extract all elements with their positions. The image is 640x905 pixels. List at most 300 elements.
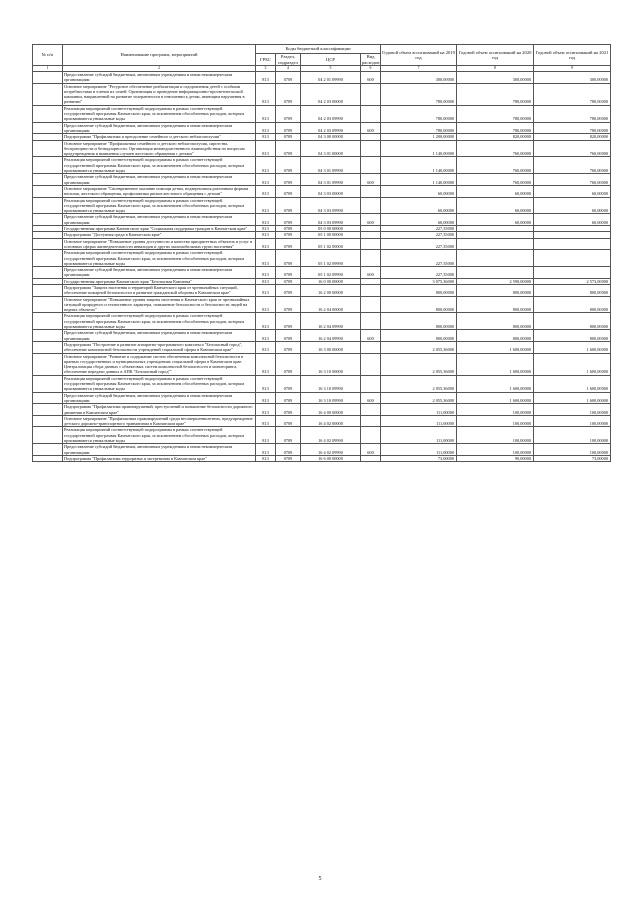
row-section: 0709 — [276, 214, 301, 226]
row-amount-2021: 800,00000 — [534, 284, 611, 296]
row-amount-2021: 100,00000 — [534, 444, 611, 456]
row-csr: 04 3 01 09990 — [301, 174, 361, 186]
row-name: Подпрограмма "Построение и развитие аппаратно-программного комплекса "Безопасный город", обеспечение комплексной безопасности учреждений социальной сферы в Камчатском крае" — [63, 341, 256, 353]
row-name: Реализация мероприятий соответствующей подпрограммы в рамках соответствующей государственной программы Камчатского края, за исключением обособленных расходов, которым присваиваются уникальные коды — [63, 375, 256, 392]
row-name: Реализация мероприятий соответствующей подпрограммы в рамках соответствующей государственной программы Камчатского края, за исключением обособленных расходов, которым присваиваются уникальные коды — [63, 313, 256, 330]
row-section: 0709 — [276, 455, 301, 461]
row-amount-2020: 1 600,00000 — [457, 353, 534, 375]
row-number — [33, 404, 63, 416]
row-name: Основное мероприятие "Своевременное оказание помощи детям, подвергшимся различным формам насилия, жестокого обращения, профилактика рисков жестокого обращения с детьми" — [63, 185, 256, 197]
row-vr — [361, 313, 381, 330]
row-amount-2020: 100,00000 — [457, 404, 534, 416]
row-name: Реализация мероприятий соответствующей подпрограммы в рамках соответствующей государственной программы Камчатского края, за исключением обособленных расходов, которым присваиваются уникальные коды — [63, 427, 256, 444]
row-section: 0709 — [276, 157, 301, 174]
row-amount-2019: 111,00000 — [381, 444, 457, 456]
row-csr: 16 3 10 00000 — [301, 353, 361, 375]
row-amount-2020: 1 600,00000 — [457, 392, 534, 404]
row-csr: 16 0 00 00000 — [301, 278, 361, 284]
row-amount-2019: 2 055,36000 — [381, 353, 457, 375]
row-csr: 04 3 03 00000 — [301, 185, 361, 197]
row-amount-2019: 800,00000 — [381, 330, 457, 342]
column-number: 7 — [381, 66, 457, 72]
row-grbs: 813 — [256, 392, 276, 404]
row-name: Основное мероприятие "Повышение уровня доступности и качества приоритетных объектов и услуг в основных сферах жизнедеятельности инвалидов и других маломобильных групп населения" — [63, 238, 256, 250]
row-amount-2019: 1 140,00000 — [381, 174, 457, 186]
row-amount-2019: 111,00000 — [381, 415, 457, 427]
table-row — [33, 375, 611, 392]
row-number — [33, 140, 63, 157]
row-amount-2021: 100,00000 — [534, 427, 611, 444]
table-row — [33, 250, 611, 267]
header-number: № п/п — [33, 45, 63, 66]
row-csr: 05 1 00 00000 — [301, 232, 361, 238]
row-grbs: 813 — [256, 214, 276, 226]
row-amount-2020 — [457, 238, 534, 250]
row-number — [33, 214, 63, 226]
row-amount-2020: 90,00000 — [457, 455, 534, 461]
row-amount-2019: 60,00000 — [381, 185, 457, 197]
table-row — [33, 313, 611, 330]
row-grbs: 813 — [256, 341, 276, 353]
row-number — [33, 455, 63, 461]
row-grbs: 813 — [256, 267, 276, 279]
table-row — [33, 330, 611, 342]
table-row — [33, 392, 611, 404]
row-csr: 16 2 00 00000 — [301, 284, 361, 296]
row-amount-2019: 227,35000 — [381, 250, 457, 267]
row-section: 0709 — [276, 174, 301, 186]
row-csr: 16 2 04 09990 — [301, 313, 361, 330]
row-vr: 600 — [361, 444, 381, 456]
row-name: Предоставление субсидий бюджетным, автономным учреждениям и иным некоммерческим организациям — [63, 174, 256, 186]
header-csr: ЦСР — [301, 54, 361, 66]
row-csr: 16 3 10 09990 — [301, 375, 361, 392]
row-name: Подпрограмма "Профилактика и преодоление семейного и детского неблагополучия" — [63, 134, 256, 140]
table-row — [33, 296, 611, 313]
table-row — [33, 157, 611, 174]
row-csr: 05 0 00 00000 — [301, 226, 361, 232]
column-number: 3 — [256, 66, 276, 72]
row-amount-2019: 227,35000 — [381, 232, 457, 238]
column-number: 9 — [534, 66, 611, 72]
row-grbs: 813 — [256, 174, 276, 186]
row-amount-2019: 2 055,36000 — [381, 375, 457, 392]
row-amount-2020: 780,00000 — [457, 83, 534, 105]
table-row — [33, 341, 611, 353]
row-grbs: 813 — [256, 197, 276, 214]
row-grbs: 813 — [256, 157, 276, 174]
table-row — [33, 278, 611, 284]
row-amount-2020: 100,00000 — [457, 427, 534, 444]
row-name: Основное мероприятие "Ресурсное обеспечение реабилитации и оздоровления детей с особыми потребностями и членов их семей. Организация и проведение информационно-просветительской кампании, направленной на развитие толерантности в отношении к детям, имеющим нарушения в развитии" — [63, 83, 256, 105]
row-amount-2020: 760,00000 — [457, 140, 534, 157]
row-grbs: 813 — [256, 427, 276, 444]
row-amount-2019: 780,00000 — [381, 122, 457, 134]
row-amount-2019: 300,00000 — [381, 72, 457, 84]
row-vr — [361, 83, 381, 105]
row-name: Предоставление субсидий бюджетным, автономным учреждениям и иным некоммерческим организациям — [63, 214, 256, 226]
row-amount-2021 — [534, 250, 611, 267]
header-budget-codes: Коды бюджетной классификации — [256, 45, 381, 54]
row-grbs: 813 — [256, 296, 276, 313]
row-grbs: 813 — [256, 278, 276, 284]
row-grbs: 813 — [256, 313, 276, 330]
row-name: Основное мероприятие "Развитие и содержание систем обеспечения комплексной безопасности в краевых государственных и муниципальных учреждениях социальной сферы в Камчатском крае. Централизация сбора данных с объектовых систем комплексной безопасности и мониторинга, обеспечение передачи данных в АПК "Безопасный город"" — [63, 353, 256, 375]
header-2021: Годовой объем ассигнований на 2021 год — [534, 45, 611, 66]
row-vr — [361, 238, 381, 250]
row-grbs: 813 — [256, 134, 276, 140]
column-number: 1 — [33, 66, 63, 72]
table-row — [33, 238, 611, 250]
row-amount-2019: 800,00000 — [381, 284, 457, 296]
row-grbs: 813 — [256, 72, 276, 84]
row-name: Основное мероприятие "Повышение уровня защиты населения и Камчатского края от чрезвычайных ситуаций природного и техногенного характера, повышение безопасности и безопасности людей на водных объектах" — [63, 296, 256, 313]
row-vr — [361, 185, 381, 197]
row-name: Реализация мероприятий соответствующей подпрограммы в рамках соответствующей государственной программы Камчатского края, за исключением обособленных расходов, которым присваиваются уникальные коды — [63, 157, 256, 174]
row-amount-2020: 800,00000 — [457, 296, 534, 313]
row-amount-2019: 227,35000 — [381, 226, 457, 232]
row-number — [33, 72, 63, 84]
row-section: 0709 — [276, 313, 301, 330]
column-number: 2 — [63, 66, 256, 72]
row-vr — [361, 250, 381, 267]
header-grbs: ГРБС — [256, 54, 276, 66]
row-number — [33, 375, 63, 392]
row-amount-2020: 800,00000 — [457, 284, 534, 296]
row-section: 0709 — [276, 427, 301, 444]
row-name: Предоставление субсидий бюджетным, автономным учреждениям и иным некоммерческим организациям — [63, 72, 256, 84]
row-name: Основное мероприятие "Профилактика правонарушений среди несовершеннолетних, предупреждение детского дорожно-транспортного травматизма в Камчатском крае" — [63, 415, 256, 427]
row-vr — [361, 140, 381, 157]
row-amount-2020: 760,00000 — [457, 157, 534, 174]
row-csr: 04 3 03 09990 — [301, 214, 361, 226]
table-row — [33, 197, 611, 214]
row-amount-2021: 1 600,00000 — [534, 392, 611, 404]
row-name: Реализация мероприятий соответствующей подпрограммы в рамках соответствующей государственной программы Камчатского края, за исключением обособленных расходов, которым присваиваются уникальные коды — [63, 105, 256, 122]
row-amount-2020: 780,00000 — [457, 105, 534, 122]
row-section: 0709 — [276, 250, 301, 267]
row-grbs: 813 — [256, 122, 276, 134]
row-name: Предоставление субсидий бюджетным, автономным учреждениям и иным некоммерческим организациям — [63, 392, 256, 404]
row-amount-2020 — [457, 250, 534, 267]
row-amount-2021 — [534, 238, 611, 250]
row-amount-2021: 1 600,00000 — [534, 341, 611, 353]
row-name: Предоставление субсидий бюджетным, автономным учреждениям и иным некоммерческим организациям — [63, 267, 256, 279]
row-amount-2020: 1 600,00000 — [457, 341, 534, 353]
row-grbs: 813 — [256, 250, 276, 267]
row-section: 0709 — [276, 353, 301, 375]
row-csr: 04 3 01 00000 — [301, 140, 361, 157]
table-row — [33, 174, 611, 186]
row-number — [33, 341, 63, 353]
row-vr: 600 — [361, 72, 381, 84]
row-section: 0709 — [276, 341, 301, 353]
row-grbs: 813 — [256, 404, 276, 416]
row-amount-2019: 2 055,36000 — [381, 392, 457, 404]
table-row — [33, 140, 611, 157]
row-number — [33, 296, 63, 313]
row-section: 0709 — [276, 197, 301, 214]
row-number — [33, 197, 63, 214]
row-amount-2019: 227,35000 — [381, 238, 457, 250]
row-amount-2019: 73,00000 — [381, 455, 457, 461]
row-name: Подпрограмма "Доступная среда в Камчатском крае" — [63, 232, 256, 238]
row-name: Предоставление субсидий бюджетным, автономным учреждениям и иным некоммерческим организациям — [63, 330, 256, 342]
row-csr: 05 1 02 09990 — [301, 250, 361, 267]
header-vr: Вид расходов — [362, 54, 380, 65]
row-section: 0709 — [276, 296, 301, 313]
row-number — [33, 313, 63, 330]
row-amount-2019: 60,00000 — [381, 197, 457, 214]
row-amount-2021: 60,00000 — [534, 197, 611, 214]
row-amount-2021: 780,00000 — [534, 83, 611, 105]
row-name: Предоставление субсидий бюджетным, автономным учреждениям и иным некоммерческим организациям — [63, 444, 256, 456]
table-row — [33, 185, 611, 197]
row-vr — [361, 415, 381, 427]
row-csr: 16 2 04 09990 — [301, 330, 361, 342]
row-grbs: 813 — [256, 415, 276, 427]
row-section: 0709 — [276, 134, 301, 140]
table-row — [33, 134, 611, 140]
row-grbs: 813 — [256, 83, 276, 105]
row-name: Подпрограмма "Профилактика правонарушений, преступлений и повышение безопасности дорожного движения в Камчатском крае" — [63, 404, 256, 416]
row-amount-2020: 2 590,00000 — [457, 278, 534, 284]
row-number — [33, 174, 63, 186]
header-2019: Годовой объем ассигнований на 2019 год — [381, 45, 457, 66]
row-amount-2021: 760,00000 — [534, 157, 611, 174]
row-amount-2019: 1 140,00000 — [381, 140, 457, 157]
row-amount-2019: 800,00000 — [381, 296, 457, 313]
row-vr — [361, 455, 381, 461]
row-amount-2020: 100,00000 — [457, 415, 534, 427]
row-number — [33, 157, 63, 174]
table-row — [33, 427, 611, 444]
row-section: 0709 — [276, 404, 301, 416]
column-number: 8 — [457, 66, 534, 72]
row-number — [33, 122, 63, 134]
row-amount-2019: 227,35000 — [381, 267, 457, 279]
row-section: 0709 — [276, 375, 301, 392]
page-number: 5 — [318, 876, 322, 882]
header-name: Наименование программ, мероприятий — [63, 45, 256, 66]
row-section: 0709 — [276, 238, 301, 250]
row-amount-2021: 1 600,00000 — [534, 375, 611, 392]
row-csr: 16 2 04 00000 — [301, 296, 361, 313]
row-section: 0709 — [276, 226, 301, 232]
row-grbs: 813 — [256, 185, 276, 197]
row-vr: 600 — [361, 122, 381, 134]
row-amount-2020: 60,00000 — [457, 197, 534, 214]
row-vr — [361, 284, 381, 296]
column-number: 4 — [276, 66, 301, 72]
row-amount-2020: 1 600,00000 — [457, 375, 534, 392]
row-grbs: 813 — [256, 375, 276, 392]
row-csr: 04 2 03 09990 — [301, 105, 361, 122]
row-amount-2020: 800,00000 — [457, 313, 534, 330]
row-name: Реализация мероприятий соответствующей подпрограммы в рамках соответствующей государственной программы Камчатского края, за исключением обособленных расходов, которым присваиваются уникальные коды — [63, 197, 256, 214]
row-grbs: 813 — [256, 330, 276, 342]
row-name: Государственная программа Камчатского края "Безопасная Камчатка" — [63, 278, 256, 284]
row-amount-2019: 780,00000 — [381, 83, 457, 105]
row-vr: 600 — [361, 392, 381, 404]
row-section: 0709 — [276, 392, 301, 404]
row-csr: 16 4 02 09990 — [301, 427, 361, 444]
column-number: 5 — [301, 66, 361, 72]
row-csr: 04 3 01 09990 — [301, 157, 361, 174]
row-section: 0709 — [276, 415, 301, 427]
row-section: 0709 — [276, 284, 301, 296]
header-section: Раздел, подраздел — [276, 54, 301, 66]
row-number — [33, 427, 63, 444]
row-grbs: 813 — [256, 353, 276, 375]
row-amount-2021 — [534, 267, 611, 279]
row-amount-2020 — [457, 267, 534, 279]
row-amount-2019: 2 055,36000 — [381, 341, 457, 353]
row-number — [33, 185, 63, 197]
table-row — [33, 105, 611, 122]
row-amount-2019: 800,00000 — [381, 313, 457, 330]
row-csr: 16 4 02 09990 — [301, 444, 361, 456]
row-amount-2021: 60,00000 — [534, 185, 611, 197]
row-grbs: 813 — [256, 238, 276, 250]
row-csr: 04 2 03 09990 — [301, 122, 361, 134]
row-vr — [361, 404, 381, 416]
row-name: Подпрограмма "Защита населения и территорий Камчатского края от чрезвычайных ситуаций, обеспечение пожарной безопасности и развитие гражданской обороны в Камчатском крае" — [63, 284, 256, 296]
row-vr — [361, 427, 381, 444]
table-row — [33, 353, 611, 375]
row-number — [33, 330, 63, 342]
table-row — [33, 404, 611, 416]
row-section: 0709 — [276, 83, 301, 105]
row-section: 0709 — [276, 140, 301, 157]
row-amount-2021: 760,00000 — [534, 140, 611, 157]
row-amount-2021: 800,00000 — [534, 330, 611, 342]
row-vr: 600 — [361, 174, 381, 186]
row-amount-2020: 760,00000 — [457, 174, 534, 186]
row-csr: 16 3 10 09990 — [301, 392, 361, 404]
row-amount-2021: 820,00000 — [534, 134, 611, 140]
row-amount-2020: 300,00000 — [457, 72, 534, 84]
row-number — [33, 105, 63, 122]
row-vr — [361, 157, 381, 174]
row-section: 0709 — [276, 105, 301, 122]
row-csr: 04 3 00 00000 — [301, 134, 361, 140]
row-vr — [361, 197, 381, 214]
table-row — [33, 122, 611, 134]
budget-table-body — [33, 72, 611, 462]
row-name: Подпрограмма "Профилактика терроризма и экстремизма в Камчатском крае" — [63, 455, 256, 461]
row-amount-2019: 111,00000 — [381, 427, 457, 444]
row-amount-2020: 100,00000 — [457, 444, 534, 456]
table-row — [33, 455, 611, 461]
row-amount-2019: 1 140,00000 — [381, 157, 457, 174]
row-section: 0709 — [276, 72, 301, 84]
row-name: Государственная программа Камчатского края "Социальная поддержка граждан в Камчатском крае" — [63, 226, 256, 232]
row-grbs: 813 — [256, 284, 276, 296]
row-amount-2019: 1 200,00000 — [381, 134, 457, 140]
row-vr: 600 — [361, 214, 381, 226]
row-grbs: 813 — [256, 105, 276, 122]
row-number — [33, 444, 63, 456]
row-csr: 05 1 02 00000 — [301, 238, 361, 250]
row-amount-2021: 1 600,00000 — [534, 353, 611, 375]
row-section: 0709 — [276, 444, 301, 456]
row-number — [33, 267, 63, 279]
row-amount-2019: 780,00000 — [381, 105, 457, 122]
row-number — [33, 83, 63, 105]
table-row — [33, 415, 611, 427]
row-amount-2019: 60,00000 — [381, 214, 457, 226]
row-amount-2020: 820,00000 — [457, 134, 534, 140]
row-name: Предоставление субсидий бюджетным, автономным учреждениям и иным некоммерческим организациям — [63, 122, 256, 134]
row-amount-2021: 300,00000 — [534, 72, 611, 84]
row-amount-2021: 780,00000 — [534, 105, 611, 122]
row-grbs: 813 — [256, 226, 276, 232]
row-vr: 600 — [361, 330, 381, 342]
row-amount-2021: 100,00000 — [534, 404, 611, 416]
row-amount-2020: 800,00000 — [457, 330, 534, 342]
row-csr: 16 4 00 00000 — [301, 404, 361, 416]
row-section: 0709 — [276, 185, 301, 197]
row-vr — [361, 353, 381, 375]
row-amount-2019: 3 075,36000 — [381, 278, 457, 284]
row-number — [33, 392, 63, 404]
row-grbs: 813 — [256, 444, 276, 456]
document-page — [32, 44, 610, 462]
row-csr: 04 2 01 09990 — [301, 72, 361, 84]
row-section: 0709 — [276, 122, 301, 134]
row-csr: 04 2 03 00000 — [301, 83, 361, 105]
budget-table — [32, 44, 611, 462]
row-amount-2021: 760,00000 — [534, 174, 611, 186]
row-csr: 04 3 03 09990 — [301, 197, 361, 214]
row-amount-2021: 2 573,00000 — [534, 278, 611, 284]
row-grbs: 813 — [256, 140, 276, 157]
row-amount-2021: 780,00000 — [534, 122, 611, 134]
row-amount-2021: 73,00000 — [534, 455, 611, 461]
row-number — [33, 353, 63, 375]
row-amount-2021: 60,00000 — [534, 214, 611, 226]
table-row — [33, 83, 611, 105]
table-row — [33, 214, 611, 226]
row-vr — [361, 105, 381, 122]
row-amount-2021: 800,00000 — [534, 296, 611, 313]
row-section: 0709 — [276, 267, 301, 279]
row-number — [33, 284, 63, 296]
row-number — [33, 250, 63, 267]
table-row — [33, 444, 611, 456]
row-amount-2019: 111,00000 — [381, 404, 457, 416]
row-amount-2020: 780,00000 — [457, 122, 534, 134]
row-vr — [361, 341, 381, 353]
row-amount-2020: 60,00000 — [457, 214, 534, 226]
row-section: 0709 — [276, 232, 301, 238]
row-amount-2021: 100,00000 — [534, 415, 611, 427]
row-csr: 16 6 00 00000 — [301, 455, 361, 461]
table-row — [33, 72, 611, 84]
table-row — [33, 284, 611, 296]
row-vr — [361, 296, 381, 313]
row-csr: 16 3 00 00000 — [301, 341, 361, 353]
table-row — [33, 267, 611, 279]
row-amount-2020: 60,00000 — [457, 185, 534, 197]
row-name: Реализация мероприятий соответствующей подпрограммы в рамках соответствующей государственной программы Камчатского края, за исключением обособленных расходов, которым присваиваются уникальные коды — [63, 250, 256, 267]
row-vr: 600 — [361, 267, 381, 279]
row-csr: 16 4 02 00000 — [301, 415, 361, 427]
row-vr — [361, 375, 381, 392]
header-2020: Годовой объем ассигнований на 2020 год — [457, 45, 534, 66]
column-number: 6 — [361, 66, 381, 72]
